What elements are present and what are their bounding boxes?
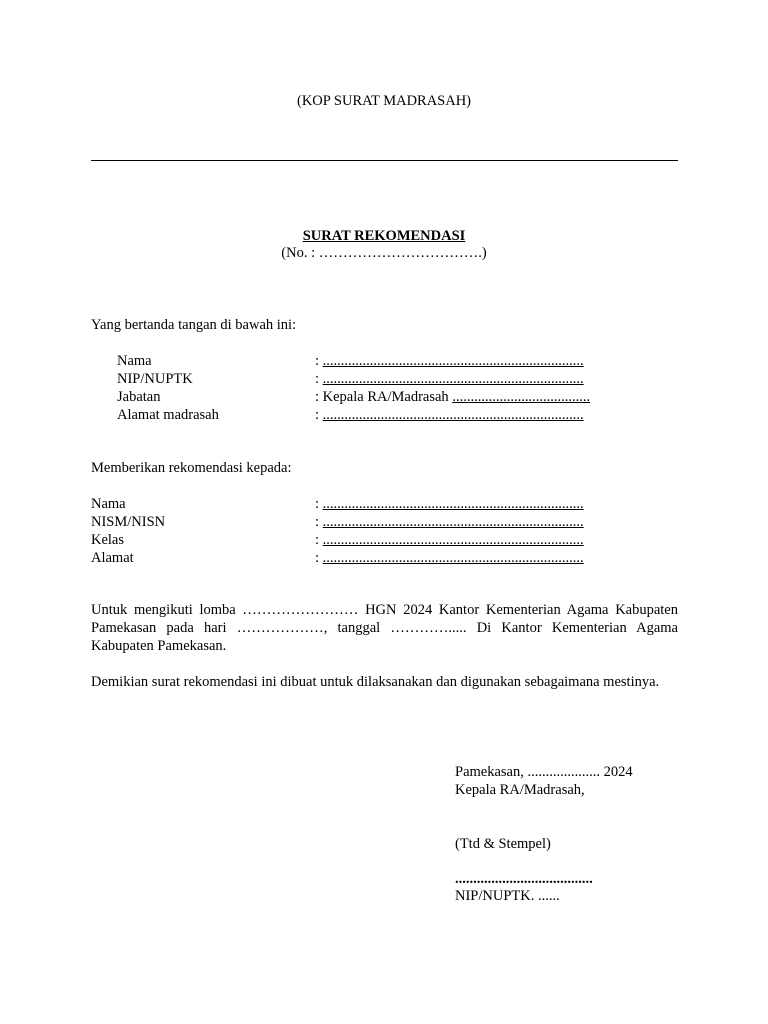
body-paragraph-competition: Untuk mengikuti lomba …………………… HGN 2024 Kantor Kementerian Agama Kabupaten Pamekasan pada hari ………………, tanggal …………..... Di Kantor Kementerian Agama Kabupaten Pamekasan. [91, 602, 678, 654]
intro-text: Yang bertanda tangan di bawah ini: [91, 317, 297, 333]
signer-name-label: Nama [117, 353, 152, 369]
body-paragraph-closing: Demikian surat rekomendasi ini dibuat untuk dilaksanakan dan digunakan sebagaimana mestinya. [91, 674, 660, 690]
student-address-value: : ........................................................................ [315, 550, 584, 566]
student-name-label: Nama [91, 496, 126, 512]
signer-name-value: : ........................................................................ [315, 353, 584, 369]
student-address-label: Alamat [91, 550, 134, 566]
signature-name-line: ...................................... [455, 871, 593, 887]
letter-number: (No. : …………………………….) [281, 245, 487, 261]
student-name-value: : ........................................................................ [315, 496, 584, 512]
letterhead-placeholder: (KOP SURAT MADRASAH) [296, 93, 472, 109]
signer-nip-label: NIP/NUPTK [117, 371, 193, 387]
recommend-intro-text: Memberikan rekomendasi kepada: [91, 460, 292, 476]
signer-position-label: Jabatan [117, 389, 161, 405]
signature-nip: NIP/NUPTK. ...... [455, 888, 560, 904]
signature-stamp-note: (Ttd & Stempel) [455, 836, 551, 852]
student-class-value: : ........................................................................ [315, 532, 584, 548]
student-class-label: Kelas [91, 532, 125, 548]
signer-position-value: : Kepala RA/Madrasah ...................................... [315, 389, 591, 405]
letterhead-divider [91, 160, 678, 161]
signer-address-value: : ........................................................................ [315, 407, 584, 423]
student-nisn-label: NISM/NISN [91, 514, 166, 530]
signature-position: Kepala RA/Madrasah, [455, 782, 585, 798]
signer-address-label: Alamat madrasah [117, 407, 219, 423]
letter-title: SURAT REKOMENDASI [302, 228, 466, 244]
signature-place-date: Pamekasan, .................... 2024 [455, 764, 633, 780]
student-nisn-value: : ........................................................................ [315, 514, 584, 530]
signer-nip-value: : ........................................................................ [315, 371, 584, 387]
